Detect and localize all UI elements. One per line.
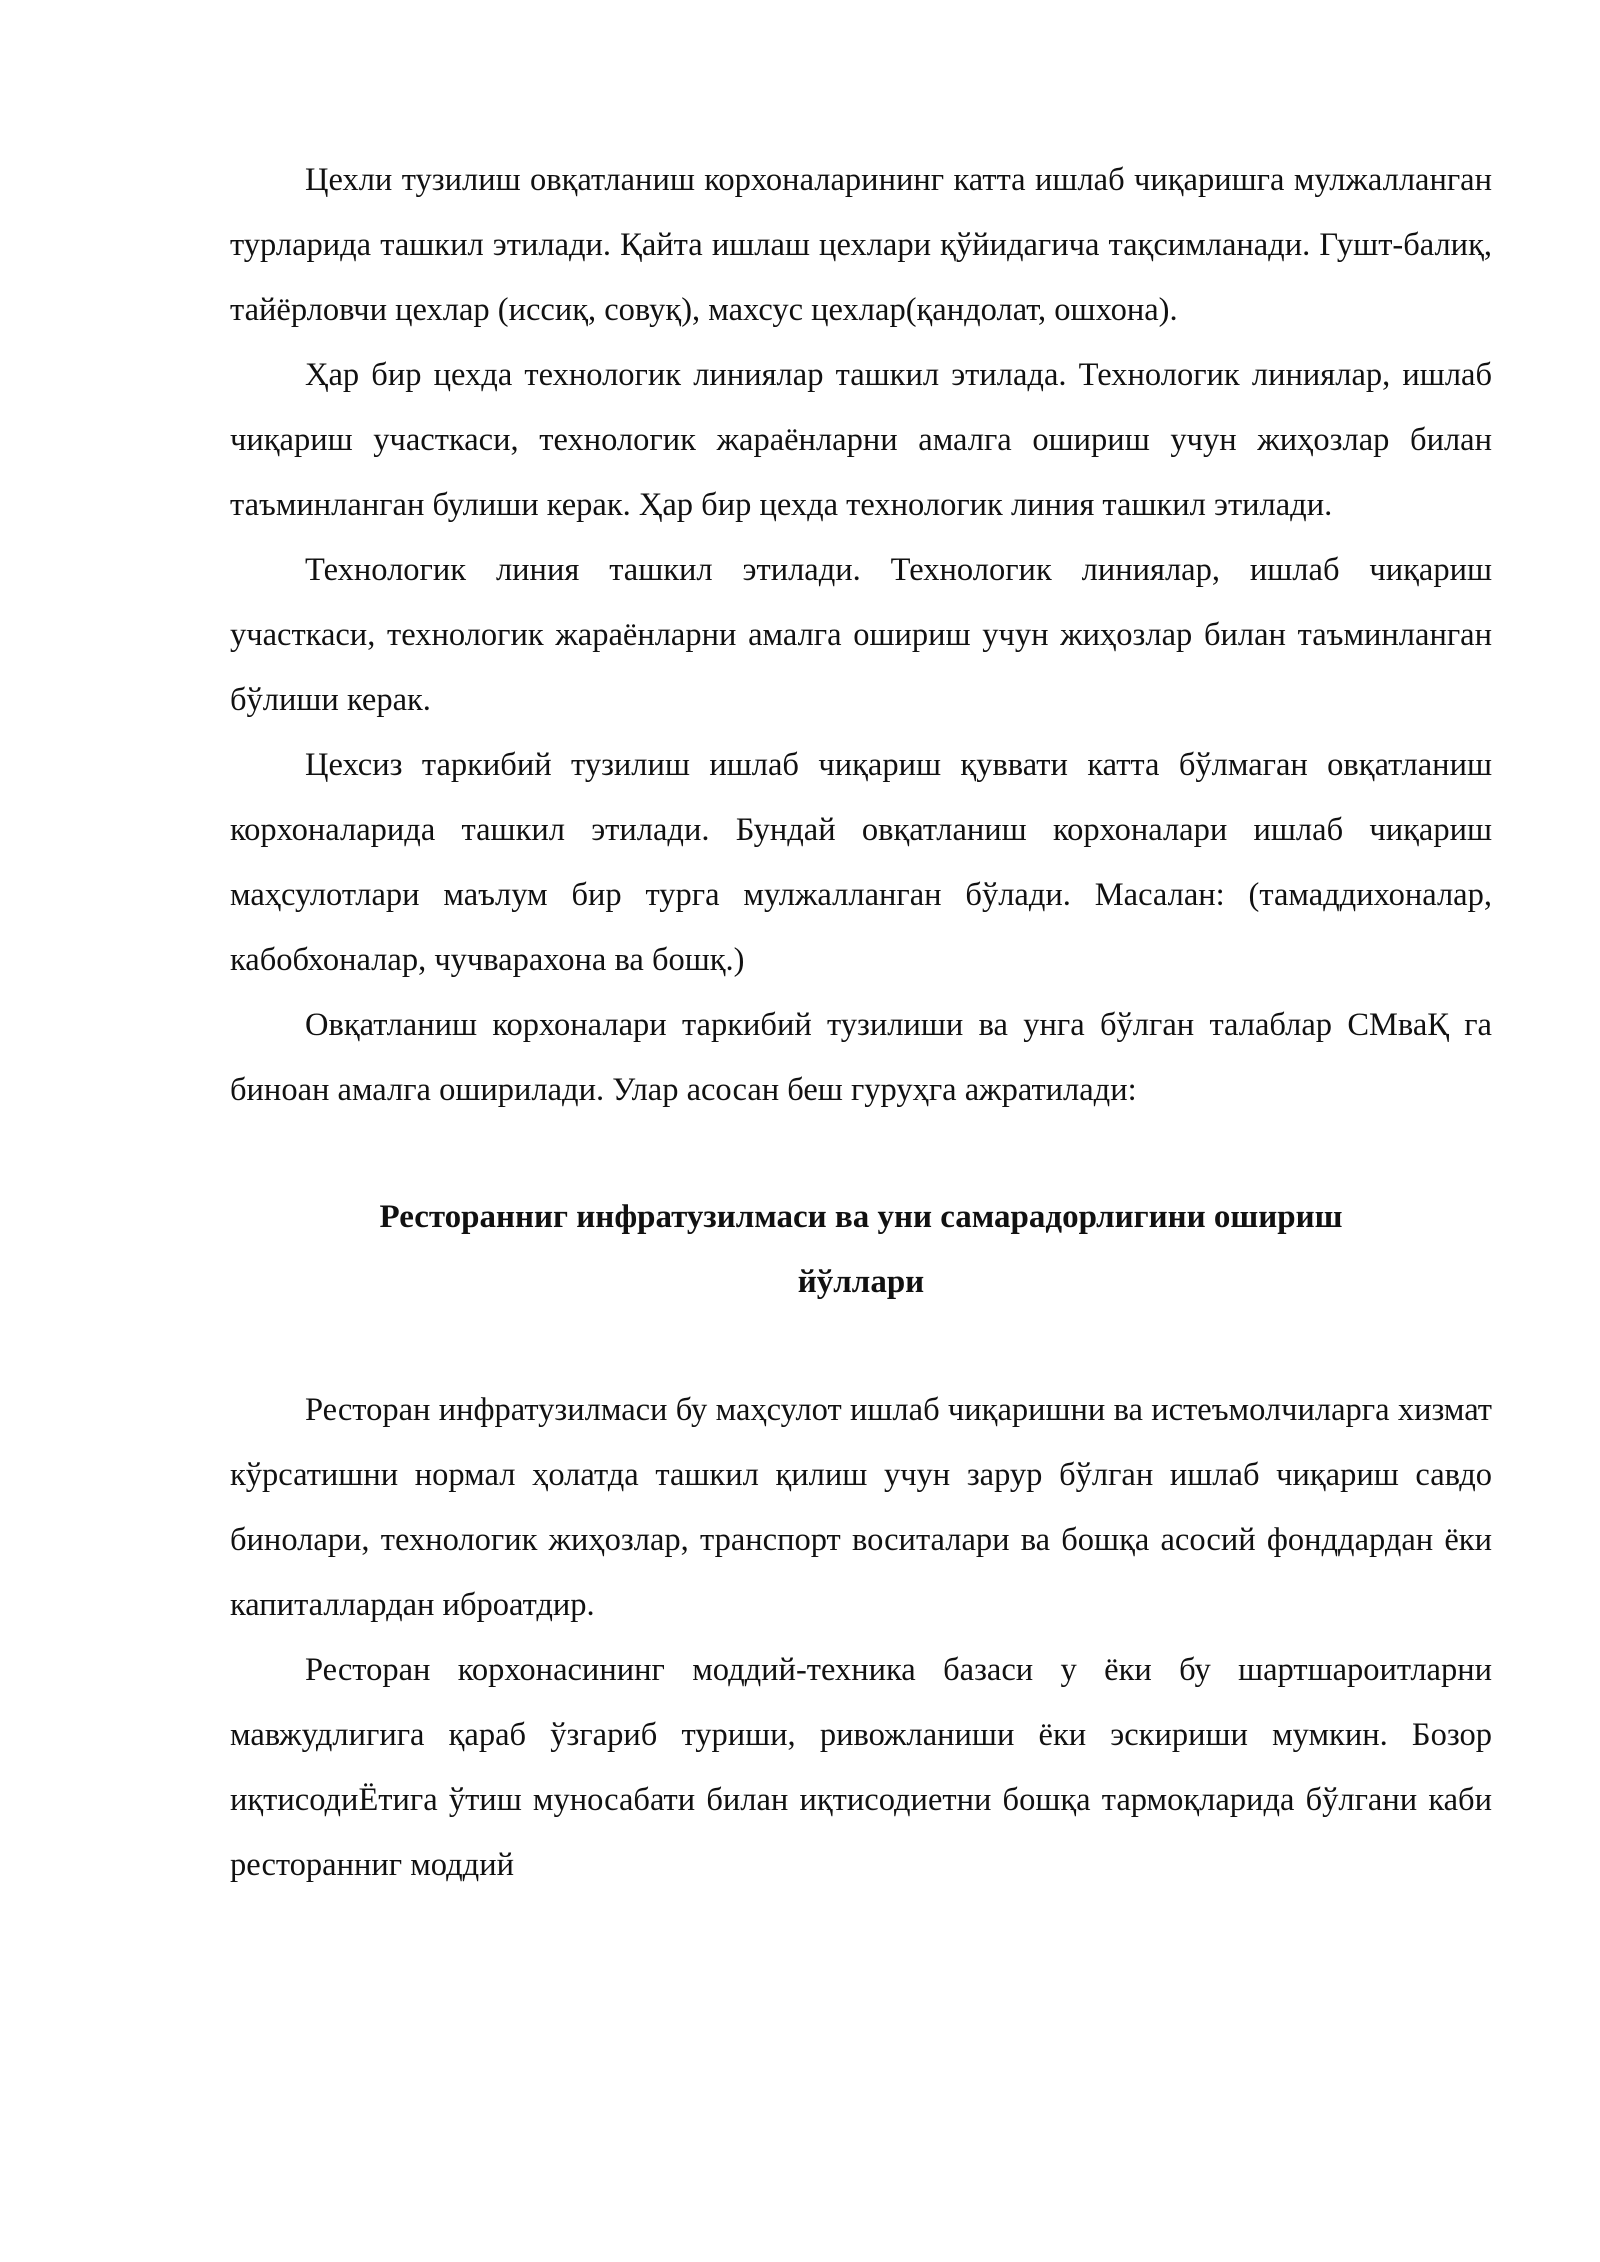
section-heading xyxy=(230,1185,1492,1315)
paragraph: Цехсиз таркибий тузилиш ишлаб чиқариш қуввати катта бўлмаган овқатланиш корхоналарида ташкил этилади. Бундай овқатланиш корхоналари ишлаб чиқариш маҳсулотлари маълум бир турга мулжалланган бўлади. Масалан: (тамаддихоналар, кабобхоналар, чучварахона ва бошқ.) xyxy=(230,747,1492,978)
document-body xyxy=(230,148,1492,1898)
paragraph: Технологик линия ташкил этилади. Технологик линиялар, ишлаб чиқариш участкаси, технологик жараёнларни амалга ошириш учун жиҳозлар билан таъминланган бўлиши керак. xyxy=(230,552,1492,718)
spacer xyxy=(230,1315,1492,1378)
paragraph: Ҳар бир цехда технологик линиялар ташкил этилада. Технологик линиялар, ишлаб чиқариш участкаси, технологик жараёнларни амалга ошириш учун жиҳозлар билан таъминланган булиши керак. Ҳар бир цехда технологик линия ташкил этилади. xyxy=(230,357,1492,523)
section-heading-line-1: Ресторанниг инфратузилмаси ва уни самарадорлигини ошириш xyxy=(379,1199,1343,1235)
paragraph: Цехли тузилиш овқатланиш корхоналарининг катта ишлаб чиқаришга мулжалланган турларида ташкил этилади. Қайта ишлаш цехлари қўйидагича тақсимланади. Гушт-балиқ, тайёрловчи цехлар (иссиқ, совуқ), махсус цехлар(қандолат, ошхона). xyxy=(230,162,1492,328)
paragraph: Ресторан инфратузилмаси бу маҳсулот ишлаб чиқаришни ва истеъмолчиларга хизмат кўрсатишни нормал ҳолатда ташкил қилиш учун зарур бўлган ишлаб чиқариш савдо бинолари, технологик жиҳозлар, транспорт воситалари ва бошқа асосий фонддардан ёки капиталлардан иброатдир. xyxy=(230,1392,1492,1623)
paragraph: Ресторан корхонасининг моддий-техника базаси у ёки бу шартшароитларни мавжудлигига қараб ўзгариб туриши, ривожланиши ёки эскириши мумкин. Бозор иқтисодиЁтига ўтиш муносабати билан иқтисодиетни бошқа тармоқларида бўлгани каби ресторанниг моддий xyxy=(230,1652,1492,1883)
spacer xyxy=(230,1123,1492,1185)
paragraph: Овқатланиш корхоналари таркибий тузилиши ва унга бўлган талаблар СМваҚ га биноан амалга оширилади. Улар асосан беш гуруҳга ажратилади: xyxy=(230,1007,1492,1108)
section-heading-line-2: йўллари xyxy=(797,1264,925,1300)
